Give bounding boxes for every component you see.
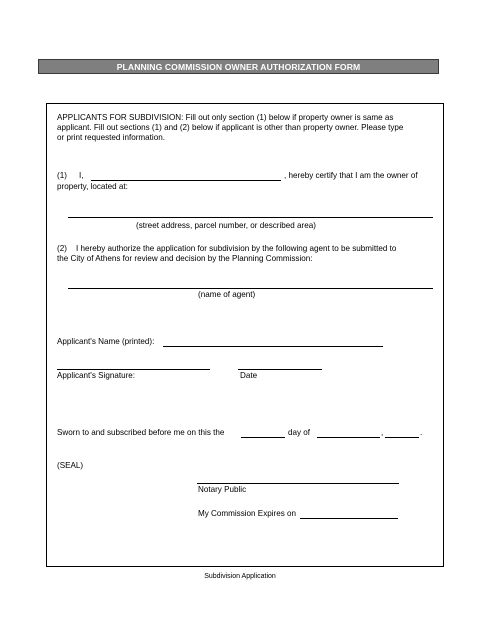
agent-name-field[interactable] (68, 288, 433, 289)
section-1-number: (1) (57, 171, 67, 180)
sworn-day-field[interactable] (241, 437, 285, 438)
sworn-day-of: day of (288, 428, 311, 437)
commission-expires-field[interactable] (300, 518, 398, 519)
sworn-month-field[interactable] (317, 437, 380, 438)
sworn-year-field[interactable] (385, 437, 419, 438)
intro-line-2: applicant. Fill out sections (1) and (2) below if applicant is other than property owner. Please type (57, 123, 404, 132)
section-1-suffix: , hereby certify that I am the owner of (284, 171, 418, 180)
sworn-period: . (420, 428, 423, 437)
sworn-comma: , (381, 428, 384, 437)
applicant-name-label: Applicant's Name (printed): (57, 337, 155, 346)
section-2-number: (2) (57, 244, 67, 253)
form-title: PLANNING COMMISSION OWNER AUTHORIZATION FORM (38, 59, 439, 74)
date-field[interactable] (238, 369, 322, 370)
notary-signature-field[interactable] (197, 483, 399, 484)
commission-expires-label: My Commission Expires on (198, 509, 297, 518)
address-field[interactable] (68, 217, 433, 218)
applicant-name-field[interactable] (163, 346, 383, 347)
applicant-signature-label: Applicant's Signature: (57, 371, 136, 380)
date-label: Date (240, 371, 258, 380)
seal-label: (SEAL) (57, 461, 84, 470)
section-1-prefix: I, (79, 171, 84, 180)
notary-public-label: Notary Public (198, 485, 247, 494)
intro-line-3: or print requested information. (57, 133, 165, 142)
sworn-text: Sworn to and subscribed before me on this the (57, 428, 225, 437)
section-1-line-2: property, located at: (57, 182, 128, 191)
intro-line-1: APPLICANTS FOR SUBDIVISION: Fill out only section (1) below if property owner is same as (57, 113, 394, 122)
applicant-signature-field[interactable] (57, 369, 210, 370)
agent-caption: (name of agent) (198, 290, 256, 299)
owner-name-field[interactable] (91, 180, 281, 181)
footer-text: Subdivision Application (204, 573, 276, 580)
address-caption: (street address, parcel number, or described area) (136, 221, 316, 230)
section-2-line-2: the City of Athens for review and decision by the Planning Commission: (57, 254, 313, 263)
section-2-line-1: I hereby authorize the application for subdivision by the following agent to be submitted to (76, 244, 397, 253)
